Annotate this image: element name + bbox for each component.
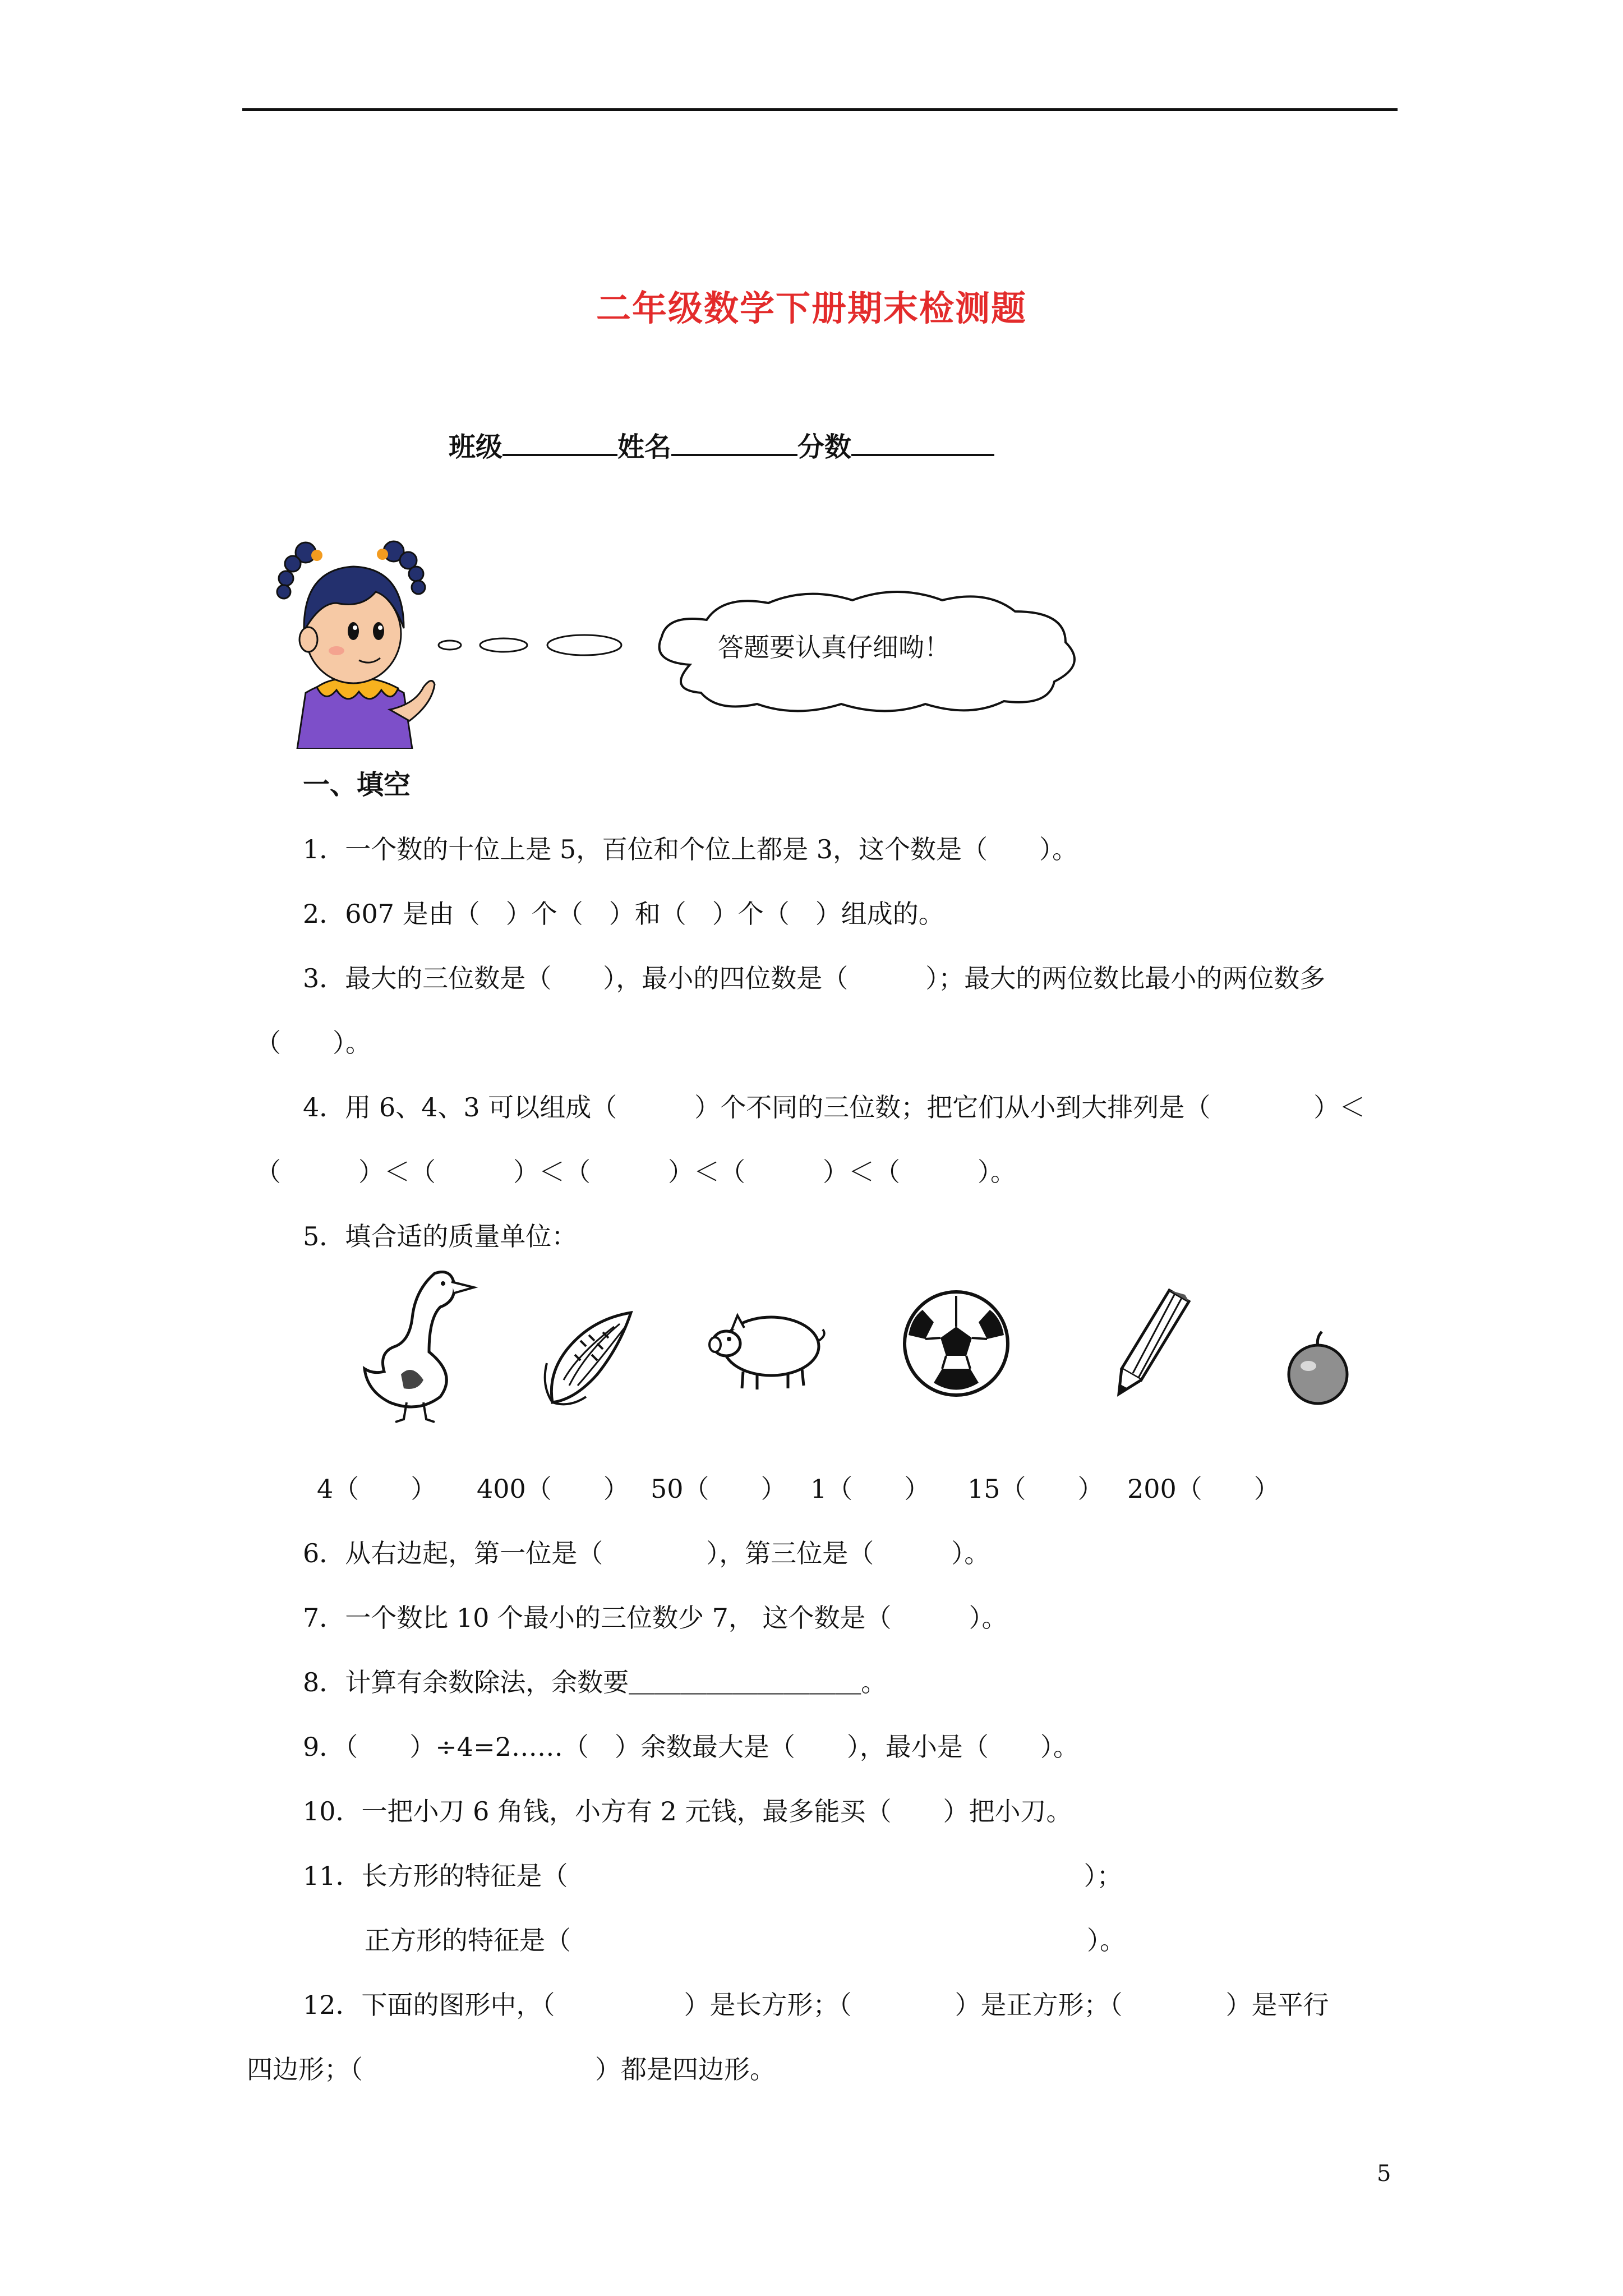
corn-icon <box>536 1301 648 1414</box>
unit-ball: 1（ ） <box>810 1474 930 1504</box>
unit-pencil: 15（ ） <box>967 1474 1104 1504</box>
question-4-line-1: 4．用 6、4、3 可以组成（ ）个不同的三位数；把它们从小到大排列是（ ）＜ <box>303 1092 1366 1122</box>
student-info-line <box>449 425 994 464</box>
question-3-line-2: （ ）。 <box>255 1028 371 1058</box>
thought-bubble-dots <box>437 628 628 662</box>
question-5: 5．填合适的质量单位： <box>303 1221 578 1251</box>
goose-icon <box>356 1262 479 1425</box>
score-label: 分数 <box>797 431 852 463</box>
unit-goose: 4（ ） <box>317 1474 437 1504</box>
girl-illustration <box>264 536 449 749</box>
bubble-text: 答题要认真仔细呦！ <box>718 632 950 662</box>
question-11-line-2: 正方形的特征是（ ）。 <box>365 1925 1126 1955</box>
question-10: 10．一把小刀 6 角钱，小方有 2 元钱，最多能买（ ）把小刀。 <box>303 1796 1072 1826</box>
question-12-line-2: 四边形；（ ）都是四边形。 <box>247 2054 776 2085</box>
class-blank[interactable] <box>502 428 617 456</box>
section-heading: 一、填空 <box>303 769 411 800</box>
question-7: 7．一个数比 10 个最小的三位数少 7， 这个数是（ ）。 <box>303 1603 1008 1633</box>
unit-apple: 200（ ） <box>1127 1474 1280 1504</box>
question-3-line-1: 3．最大的三位数是（ ），最小的四位数是（ ）；最大的两位数比最小的两位数多 <box>303 963 1326 993</box>
unit-pig: 50（ ） <box>651 1474 787 1504</box>
pig-icon <box>704 1304 827 1394</box>
question-8: 8．计算有余数除法，余数要＿＿＿＿＿＿＿＿＿。 <box>303 1667 887 1697</box>
unit-corn: 400（ ） <box>477 1474 629 1504</box>
question-12-line-1: 12．下面的图形中，（ ）是长方形；（ ）是正方形；（ ）是平行 <box>303 1990 1329 2020</box>
page-title: 二年级数学下册期末检测题 <box>596 288 1027 329</box>
question-2: 2．607 是由（ ）个（ ）和（ ）个（ ）组成的。 <box>303 899 944 929</box>
question-4-line-2: （ ）＜（ ）＜（ ）＜（ ）＜（ ）。 <box>255 1157 1016 1187</box>
header-rule <box>242 108 1398 111</box>
pencil-icon <box>1113 1285 1197 1397</box>
apple-icon <box>1281 1329 1354 1408</box>
soccer-ball-icon <box>900 1287 1012 1400</box>
score-blank[interactable] <box>851 428 994 456</box>
question-11-line-1: 11．长方形的特征是（ ）； <box>303 1861 1123 1891</box>
page-number: 5 <box>1377 2161 1391 2187</box>
question-6: 6．从右边起，第一位是（ ），第三位是（ ）。 <box>303 1538 990 1568</box>
question-1: 1．一个数的十位上是 5，百位和个位上都是 3，这个数是（ ）。 <box>303 834 1078 864</box>
name-blank[interactable] <box>671 428 797 456</box>
class-label: 班级 <box>449 431 503 463</box>
question-9: 9．（ ）÷4=2……（ ）余数最大是（ ），最小是（ ）。 <box>303 1732 1079 1762</box>
name-label: 姓名 <box>617 431 672 463</box>
